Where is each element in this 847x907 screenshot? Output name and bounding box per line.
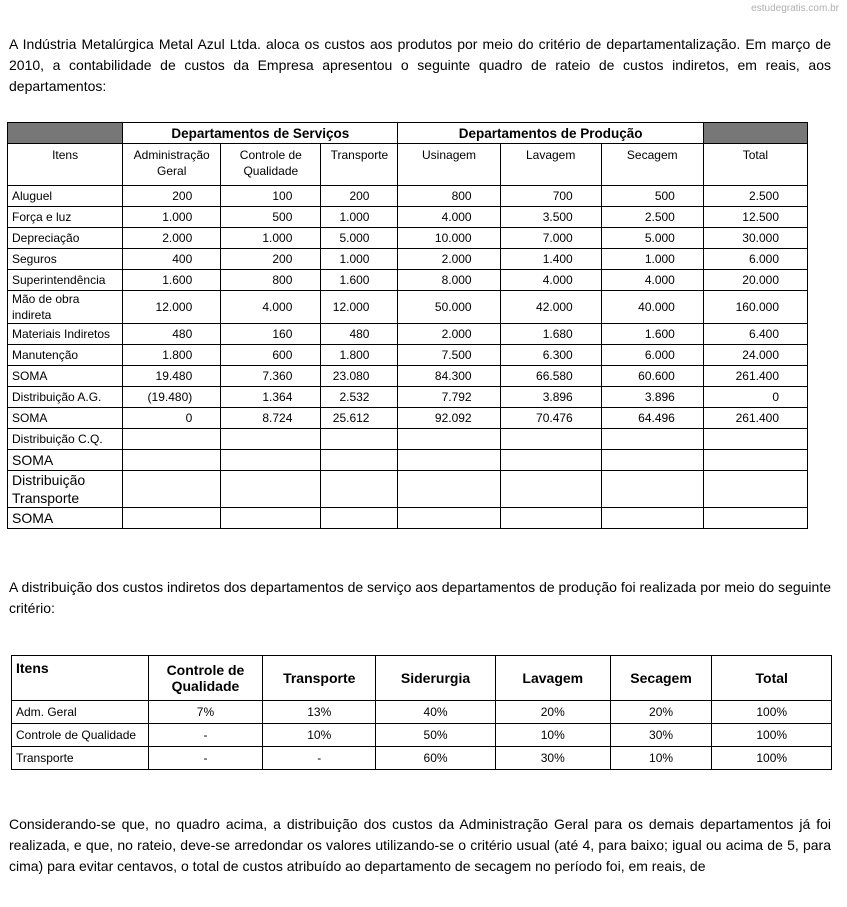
- cell-value: 30.000: [703, 228, 807, 249]
- cell-value: [221, 471, 321, 508]
- row-label: Superintendência: [8, 270, 123, 291]
- cell-value: [398, 450, 500, 471]
- row-label: Força e luz: [8, 207, 123, 228]
- header-blank-cell: [8, 123, 123, 144]
- row-label: Manutenção: [8, 345, 123, 366]
- row-label: Adm. Geral: [12, 701, 149, 724]
- cell-value: 60%: [376, 747, 496, 770]
- cell-value: 100%: [712, 701, 832, 724]
- row-label: Mão de obra indireta: [8, 291, 123, 324]
- table-row: [8, 207, 808, 228]
- cell-value: 2.532: [321, 387, 398, 408]
- cell-value: 1.680: [500, 324, 601, 345]
- cell-value: [321, 450, 398, 471]
- cell-value: [500, 471, 601, 508]
- cell-value: [601, 508, 703, 529]
- cell-value: 0: [703, 387, 807, 408]
- cell-value: 400: [123, 249, 221, 270]
- cell-value: 60.600: [601, 366, 703, 387]
- cell-value: 25.612: [321, 408, 398, 429]
- question-paragraph: Considerando-se que, no quadro acima, a distribuição dos custos da Administração Geral para os demais departamentos já foi realizada, e que, no rateio, deve-se arredondar os valores utilizando-se o critério usual (até 4, para baixo; igual ou acima de 5, para cima) para evitar centavos, o total de custos atribuído ao departamento de secagem no período foi, em reais, de: [9, 816, 831, 874]
- cell-value: -: [148, 724, 263, 747]
- cell-value: 500: [221, 207, 321, 228]
- cell-value: [703, 429, 807, 450]
- cell-value: -: [148, 747, 263, 770]
- table-row: [8, 471, 808, 508]
- cell-value: 500: [601, 186, 703, 207]
- cell-value: 700: [500, 186, 601, 207]
- cell-value: 10%: [610, 747, 712, 770]
- table-row: [8, 366, 808, 387]
- watermark: estudegratis.com.br: [751, 3, 839, 14]
- cell-value: 100: [221, 186, 321, 207]
- column-header: Lavagem: [495, 656, 610, 701]
- row-label: SOMA: [8, 408, 123, 429]
- cell-value: 200: [221, 249, 321, 270]
- column-header: Secagem: [610, 656, 712, 701]
- cell-value: 42.000: [500, 291, 601, 324]
- table-row: [8, 429, 808, 450]
- cell-value: [703, 508, 807, 529]
- cell-value: 12.000: [321, 291, 398, 324]
- cell-value: 1.000: [321, 249, 398, 270]
- cell-value: 2.000: [398, 249, 500, 270]
- row-label: Depreciação: [8, 228, 123, 249]
- cell-value: [123, 508, 221, 529]
- cell-value: 40.000: [601, 291, 703, 324]
- cell-value: 261.400: [703, 366, 807, 387]
- cell-value: [221, 508, 321, 529]
- cell-value: 4.000: [500, 270, 601, 291]
- column-header: Transporte: [321, 144, 398, 186]
- table-row: [12, 747, 832, 770]
- table-row: [8, 249, 808, 270]
- row-label: Seguros: [8, 249, 123, 270]
- production-group-header: Departamentos de Produção: [398, 123, 703, 144]
- cell-value: [703, 450, 807, 471]
- cell-value: 261.400: [703, 408, 807, 429]
- column-header: Lavagem: [500, 144, 601, 186]
- cell-value: 1.000: [221, 228, 321, 249]
- cell-value: 30%: [495, 747, 610, 770]
- column-header: Administração Geral: [123, 144, 221, 186]
- cell-value: 2.500: [703, 186, 807, 207]
- cell-value: 5.000: [321, 228, 398, 249]
- cell-value: 160.000: [703, 291, 807, 324]
- table-row: [12, 701, 832, 724]
- row-label: Controle de Qualidade: [12, 724, 149, 747]
- cell-value: 800: [221, 270, 321, 291]
- cell-value: 7.792: [398, 387, 500, 408]
- table-row: [8, 270, 808, 291]
- cell-value: 64.496: [601, 408, 703, 429]
- cell-value: [221, 450, 321, 471]
- column-header: Secagem: [601, 144, 703, 186]
- cell-value: [398, 508, 500, 529]
- table-row: [8, 450, 808, 471]
- cell-value: 8.724: [221, 408, 321, 429]
- cell-value: 24.000: [703, 345, 807, 366]
- cell-value: [398, 471, 500, 508]
- cell-value: [123, 471, 221, 508]
- cell-value: 1.000: [601, 249, 703, 270]
- row-label: SOMA: [8, 508, 123, 529]
- table-row: [8, 508, 808, 529]
- cell-value: 70.476: [500, 408, 601, 429]
- cell-value: 2.000: [398, 324, 500, 345]
- cell-value: 10%: [495, 724, 610, 747]
- column-header: Controle de Qualidade: [221, 144, 321, 186]
- cell-value: [500, 450, 601, 471]
- cell-value: 7.500: [398, 345, 500, 366]
- cell-value: [601, 471, 703, 508]
- row-label: SOMA: [8, 366, 123, 387]
- cell-value: 84.300: [398, 366, 500, 387]
- cell-value: 3.500: [500, 207, 601, 228]
- cell-value: 19.480: [123, 366, 221, 387]
- cell-value: 20%: [495, 701, 610, 724]
- cell-value: 4.000: [398, 207, 500, 228]
- column-header: Itens: [12, 656, 149, 701]
- cell-value: 7%: [148, 701, 263, 724]
- column-header: Usinagem: [398, 144, 500, 186]
- cell-value: (19.480): [123, 387, 221, 408]
- allocation-criteria-table: [11, 655, 832, 770]
- column-header: Total: [703, 144, 807, 186]
- table-row: [8, 345, 808, 366]
- cell-value: [703, 471, 807, 508]
- cell-value: 1.000: [123, 207, 221, 228]
- cell-value: 1.364: [221, 387, 321, 408]
- row-label: Materiais Indiretos: [8, 324, 123, 345]
- cell-value: 160: [221, 324, 321, 345]
- column-header: Transporte: [263, 656, 376, 701]
- cell-value: [500, 429, 601, 450]
- cell-value: 7.000: [500, 228, 601, 249]
- cell-value: [601, 429, 703, 450]
- table-row: [8, 228, 808, 249]
- cell-value: 1.600: [601, 324, 703, 345]
- cell-value: 30%: [610, 724, 712, 747]
- cell-value: 200: [321, 186, 398, 207]
- cell-value: -: [263, 747, 376, 770]
- row-label: Distribuição Transporte: [8, 471, 123, 508]
- cost-allocation-table: [7, 122, 808, 529]
- cell-value: 1.000: [321, 207, 398, 228]
- table-row: [8, 291, 808, 324]
- cell-value: 3.896: [500, 387, 601, 408]
- cell-value: 20.000: [703, 270, 807, 291]
- table-row: [8, 186, 808, 207]
- cell-value: 50%: [376, 724, 496, 747]
- cell-value: 6.300: [500, 345, 601, 366]
- criteria-paragraph: A distribuição dos custos indiretos dos departamentos de serviço aos departamentos de produção foi realizada por meio do seguinte critério:: [9, 579, 831, 616]
- cell-value: 6.000: [703, 249, 807, 270]
- cell-value: 1.800: [321, 345, 398, 366]
- cell-value: 40%: [376, 701, 496, 724]
- cell-value: 1.400: [500, 249, 601, 270]
- cell-value: [123, 429, 221, 450]
- cell-value: 10.000: [398, 228, 500, 249]
- cell-value: 6.000: [601, 345, 703, 366]
- cell-value: 4.000: [221, 291, 321, 324]
- cell-value: 20%: [610, 701, 712, 724]
- cell-value: 7.360: [221, 366, 321, 387]
- cell-value: 100%: [712, 724, 832, 747]
- row-label: Distribuição C.Q.: [8, 429, 123, 450]
- cell-value: 12.500: [703, 207, 807, 228]
- column-header: Siderurgia: [376, 656, 496, 701]
- cell-value: 800: [398, 186, 500, 207]
- cell-value: 480: [123, 324, 221, 345]
- row-label: SOMA: [8, 450, 123, 471]
- cell-value: 200: [123, 186, 221, 207]
- cell-value: [123, 450, 221, 471]
- cell-value: 480: [321, 324, 398, 345]
- cell-value: 6.400: [703, 324, 807, 345]
- services-group-header: Departamentos de Serviços: [123, 123, 398, 144]
- column-header: Total: [712, 656, 832, 701]
- cell-value: 66.580: [500, 366, 601, 387]
- cell-value: [321, 429, 398, 450]
- intro-paragraph: A Indústria Metalúrgica Metal Azul Ltda. aloca os custos aos produtos por meio do critério de departamentalização. Em março de 2010, a contabilidade de custos da Empresa apresentou o seguinte quadro de rateio de custos indiretos, em reais, aos departamentos:: [9, 36, 831, 94]
- row-label: Distribuição A.G.: [8, 387, 123, 408]
- cell-value: 8.000: [398, 270, 500, 291]
- table-row: [8, 324, 808, 345]
- row-label: Transporte: [12, 747, 149, 770]
- cell-value: 23.080: [321, 366, 398, 387]
- cell-value: 12.000: [123, 291, 221, 324]
- cell-value: [398, 429, 500, 450]
- table-row: [12, 724, 832, 747]
- cell-value: [221, 429, 321, 450]
- cell-value: 2.500: [601, 207, 703, 228]
- cell-value: 1.600: [123, 270, 221, 291]
- cell-value: 13%: [263, 701, 376, 724]
- cell-value: 50.000: [398, 291, 500, 324]
- cell-value: 1.600: [321, 270, 398, 291]
- cell-value: [321, 508, 398, 529]
- row-label: Aluguel: [8, 186, 123, 207]
- cell-value: [601, 450, 703, 471]
- cell-value: 5.000: [601, 228, 703, 249]
- cell-value: [500, 508, 601, 529]
- cell-value: 4.000: [601, 270, 703, 291]
- table-row: [8, 408, 808, 429]
- cell-value: 1.800: [123, 345, 221, 366]
- cell-value: 0: [123, 408, 221, 429]
- cell-value: 10%: [263, 724, 376, 747]
- column-header: Itens: [8, 144, 123, 186]
- cell-value: [321, 471, 398, 508]
- cell-value: 2.000: [123, 228, 221, 249]
- cell-value: 600: [221, 345, 321, 366]
- cell-value: 3.896: [601, 387, 703, 408]
- header-blank-cell: [703, 123, 807, 144]
- column-header: Controle de Qualidade: [148, 656, 263, 701]
- table-row: [8, 387, 808, 408]
- cell-value: 92.092: [398, 408, 500, 429]
- cell-value: 100%: [712, 747, 832, 770]
